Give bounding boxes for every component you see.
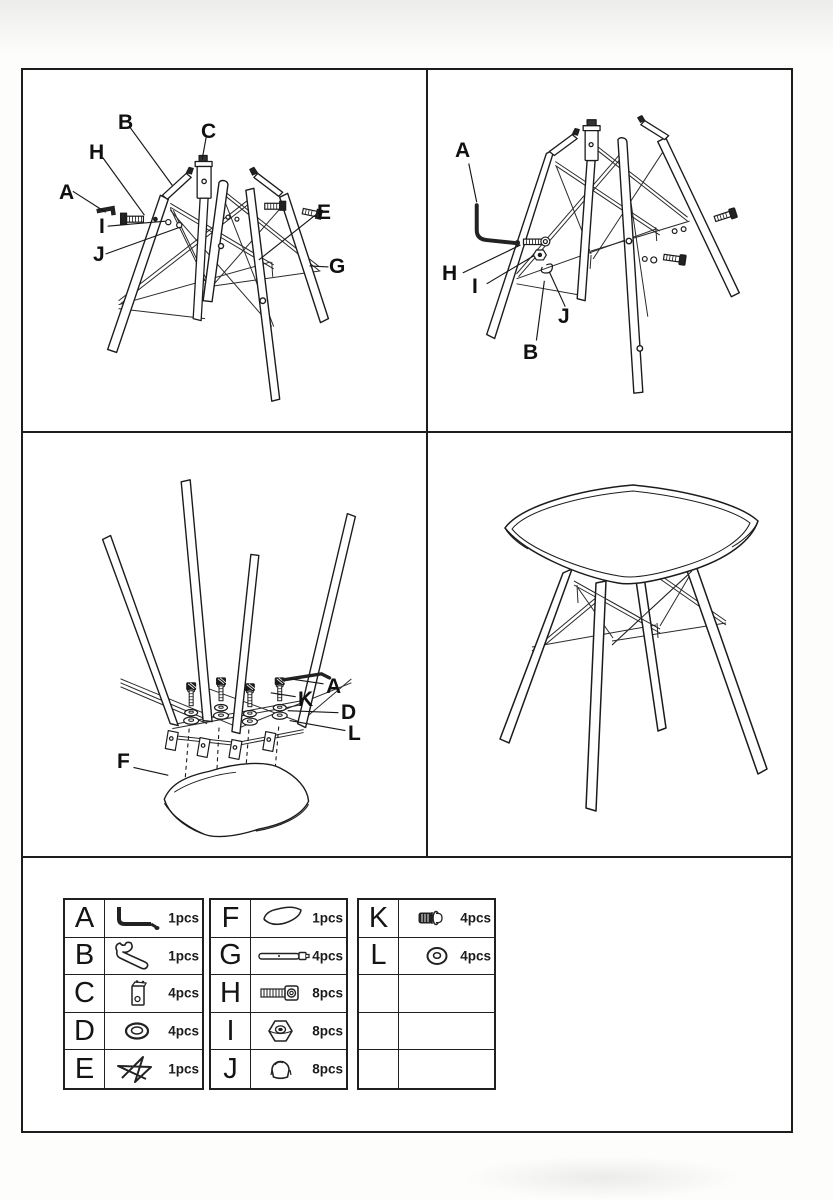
parts-row-B bbox=[65, 938, 202, 976]
part-label-I: I bbox=[99, 215, 106, 238]
part-cell bbox=[399, 975, 494, 1012]
panel-frame-hardware-step bbox=[23, 70, 428, 433]
parts-row-empty bbox=[359, 975, 494, 1013]
part-cell bbox=[251, 1050, 346, 1088]
part-qty: 8pcs bbox=[312, 1061, 343, 1077]
part-qty: 4pcs bbox=[312, 948, 343, 964]
part-cell bbox=[105, 938, 202, 975]
part-cell bbox=[251, 975, 346, 1012]
leg-bracket-icon bbox=[110, 977, 166, 1009]
parts-row-empty bbox=[359, 1050, 494, 1088]
parts-row-E bbox=[65, 1050, 202, 1088]
part-qty: 1pcs bbox=[168, 1061, 199, 1077]
part-letter: B bbox=[65, 938, 105, 975]
part-qty: 8pcs bbox=[312, 985, 343, 1001]
frame-exploded-drawing-2 bbox=[428, 70, 791, 431]
panel-assembled-stool bbox=[428, 433, 791, 858]
part-qty: 1pcs bbox=[168, 948, 199, 964]
part-label-B: B bbox=[523, 341, 539, 364]
part-cell bbox=[251, 938, 346, 975]
part-cell bbox=[251, 1013, 346, 1050]
part-label-E: E bbox=[317, 201, 332, 224]
parts-table-group-2 bbox=[209, 898, 348, 1090]
instruction-sheet-frame bbox=[21, 68, 793, 1133]
part-label-J: J bbox=[558, 305, 571, 328]
part-qty: 1pcs bbox=[168, 910, 199, 926]
part-letter: C bbox=[65, 975, 105, 1012]
parts-row-K bbox=[359, 900, 494, 938]
part-letter: H bbox=[211, 975, 251, 1012]
parts-row-L bbox=[359, 938, 494, 976]
part-letter: I bbox=[211, 1013, 251, 1050]
parts-row-F bbox=[211, 900, 346, 938]
hex-nut-icon bbox=[256, 1015, 312, 1047]
parts-row-I bbox=[211, 1013, 346, 1051]
part-letter bbox=[359, 1050, 399, 1088]
panel-seat-attachment-step bbox=[23, 433, 428, 858]
parts-row-C bbox=[65, 975, 202, 1013]
parts-row-H bbox=[211, 975, 346, 1013]
parts-list-section bbox=[23, 858, 791, 1131]
part-letter: L bbox=[359, 938, 399, 975]
allen-key-icon bbox=[110, 902, 166, 934]
flat-washer-icon bbox=[411, 940, 467, 972]
part-letter: G bbox=[211, 938, 251, 975]
part-cell bbox=[251, 900, 346, 937]
screw-icon bbox=[411, 902, 467, 934]
part-qty: 4pcs bbox=[168, 985, 199, 1001]
parts-table-group-3 bbox=[357, 898, 496, 1090]
assembled-stool-drawing bbox=[428, 433, 791, 856]
part-label-D: D bbox=[341, 701, 357, 724]
wrench-icon bbox=[110, 940, 166, 972]
parts-row-G bbox=[211, 938, 346, 976]
parts-row-empty bbox=[359, 1013, 494, 1051]
wire-brace-icon bbox=[110, 1053, 166, 1085]
part-letter bbox=[359, 975, 399, 1012]
part-qty: 4pcs bbox=[460, 910, 491, 926]
part-qty: 8pcs bbox=[312, 1023, 343, 1039]
part-label-C: C bbox=[201, 120, 217, 143]
part-label-H: H bbox=[442, 262, 458, 285]
part-label-I: I bbox=[472, 275, 479, 298]
part-letter bbox=[359, 1013, 399, 1050]
part-qty: 1pcs bbox=[312, 910, 343, 926]
parts-table-group-1 bbox=[63, 898, 204, 1090]
part-label-K: K bbox=[298, 688, 314, 711]
leg-rod-icon bbox=[256, 940, 312, 972]
part-cell bbox=[399, 1050, 494, 1088]
part-label-A: A bbox=[455, 139, 471, 162]
part-cell bbox=[399, 938, 494, 975]
part-letter: D bbox=[65, 1013, 105, 1050]
seat-attachment-drawing bbox=[23, 433, 426, 856]
part-label-A: A bbox=[59, 181, 75, 204]
bolt-icon bbox=[256, 977, 312, 1009]
panel-bolt-insert-step bbox=[428, 70, 791, 433]
part-label-A: A bbox=[326, 675, 342, 698]
cap-nut-icon bbox=[256, 1053, 312, 1085]
part-qty: 4pcs bbox=[168, 1023, 199, 1039]
part-letter: E bbox=[65, 1050, 105, 1088]
part-cell bbox=[105, 900, 202, 937]
part-label-B: B bbox=[118, 111, 134, 134]
part-letter: A bbox=[65, 900, 105, 937]
part-label-F: F bbox=[117, 750, 131, 773]
seat-icon bbox=[256, 902, 312, 934]
part-qty: 4pcs bbox=[460, 948, 491, 964]
part-letter: F bbox=[211, 900, 251, 937]
parts-row-A bbox=[65, 900, 202, 938]
part-letter: J bbox=[211, 1050, 251, 1088]
part-label-L: L bbox=[348, 722, 362, 745]
part-label-H: H bbox=[89, 141, 105, 164]
frame-exploded-drawing-1 bbox=[23, 70, 426, 431]
part-cell bbox=[105, 975, 202, 1012]
ring-washer-icon bbox=[110, 1015, 166, 1047]
part-cell bbox=[399, 1013, 494, 1050]
part-letter: K bbox=[359, 900, 399, 937]
part-cell bbox=[105, 1050, 202, 1088]
part-cell bbox=[399, 900, 494, 937]
parts-row-J bbox=[211, 1050, 346, 1088]
part-label-G: G bbox=[329, 255, 346, 278]
parts-row-D bbox=[65, 1013, 202, 1051]
part-cell bbox=[105, 1013, 202, 1050]
part-label-J: J bbox=[93, 243, 106, 266]
